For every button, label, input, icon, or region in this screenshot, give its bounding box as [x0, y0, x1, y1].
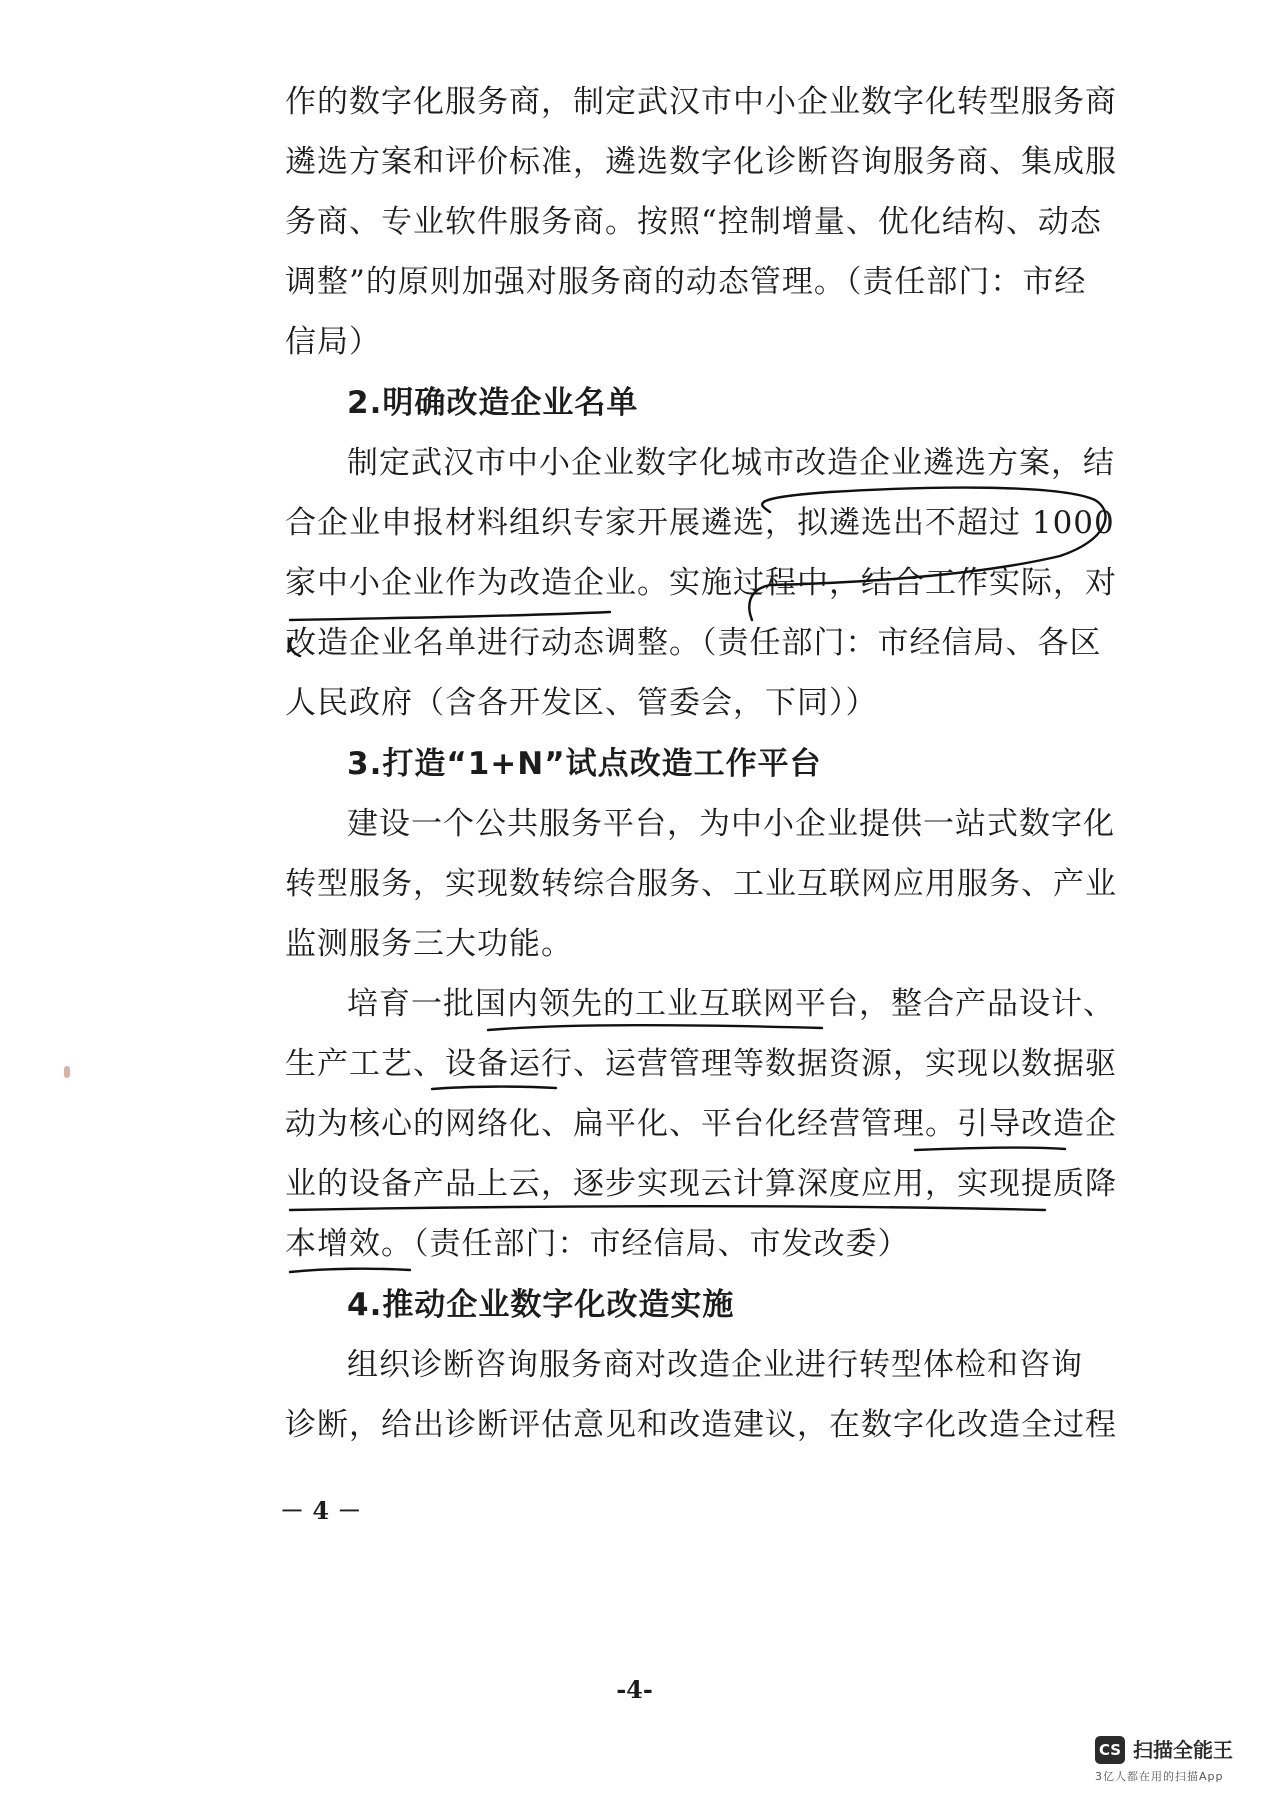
- body-line: 制定武汉市中小企业数字化城市改造企业遴选方案，结: [347, 445, 1115, 481]
- body-line: 转型服务，实现数转综合服务、工业互联网应用服务、产业: [285, 866, 1117, 902]
- body-line: 培育一批国内领先的工业互联网平台，整合产品设计、: [347, 986, 1115, 1022]
- body-line: 建设一个公共服务平台，为中小企业提供一站式数字化: [347, 806, 1115, 842]
- ink-underline-annotation: [488, 1025, 822, 1030]
- page-number-bottom: -4-: [616, 1675, 653, 1704]
- body-line: 信局）: [285, 324, 381, 360]
- watermark-tagline: 3亿人都在用的扫描App: [1095, 1770, 1224, 1783]
- body-line: 动为核心的网络化、扁平化、平台化经营管理。引导改造企: [285, 1106, 1117, 1142]
- body-line: 务商、专业软件服务商。按照“控制增量、优化结构、动态: [285, 204, 1102, 240]
- body-line: 遴选方案和评价标准，遴选数字化诊断咨询服务商、集成服: [285, 144, 1117, 180]
- body-line: 调整”的原则加强对服务商的动态管理。（责任部门：市经: [285, 264, 1087, 300]
- body-line: 生产工艺、设备运行、运营管理等数据资源，实现以数据驱: [285, 1046, 1117, 1082]
- body-line: 诊断，给出诊断评估意见和改造建议，在数字化改造全过程: [285, 1407, 1117, 1443]
- scan-mark: [64, 1066, 70, 1078]
- ink-underline-annotation: [290, 1269, 410, 1272]
- body-line: 改造企业名单进行动态调整。（责任部门：市经信局、各区: [285, 625, 1102, 661]
- page-number: － 4 －: [280, 1496, 362, 1525]
- watermark-name: 扫描全能王: [1133, 1738, 1233, 1762]
- cs-logo-icon: CS: [1095, 1736, 1125, 1764]
- ink-underline-annotation: [915, 1148, 1065, 1150]
- section-heading-3: 3.打造“1+N”试点改造工作平台: [347, 746, 822, 782]
- body-line: 业的设备产品上云，逐步实现云计算深度应用，实现提质降: [285, 1166, 1117, 1202]
- body-line: 组织诊断咨询服务商对改造企业进行转型体检和咨询: [347, 1347, 1083, 1383]
- section-heading-4: 4.推动企业数字化改造实施: [347, 1287, 735, 1323]
- body-line: 监测服务三大功能。: [285, 926, 573, 962]
- body-line: 合企业申报材料组织专家开展遴选，拟遴选出不超过 1000: [285, 505, 1115, 541]
- ink-underline-annotation: [290, 612, 610, 620]
- body-line: 人民政府（含各开发区、管委会，下同））: [285, 685, 878, 721]
- section-heading-2: 2.明确改造企业名单: [347, 385, 639, 421]
- scanner-watermark: [1095, 1736, 1255, 1788]
- body-line: 家中小企业作为改造企业。实施过程中，结合工作实际，对: [285, 565, 1117, 601]
- ink-underline-annotation: [290, 1206, 1045, 1210]
- ink-underline-annotation: [432, 1087, 556, 1089]
- body-line: 作的数字化服务商，制定武汉市中小企业数字化转型服务商: [285, 84, 1117, 120]
- body-line: 本增效。（责任部门：市经信局、市发改委）: [285, 1226, 910, 1262]
